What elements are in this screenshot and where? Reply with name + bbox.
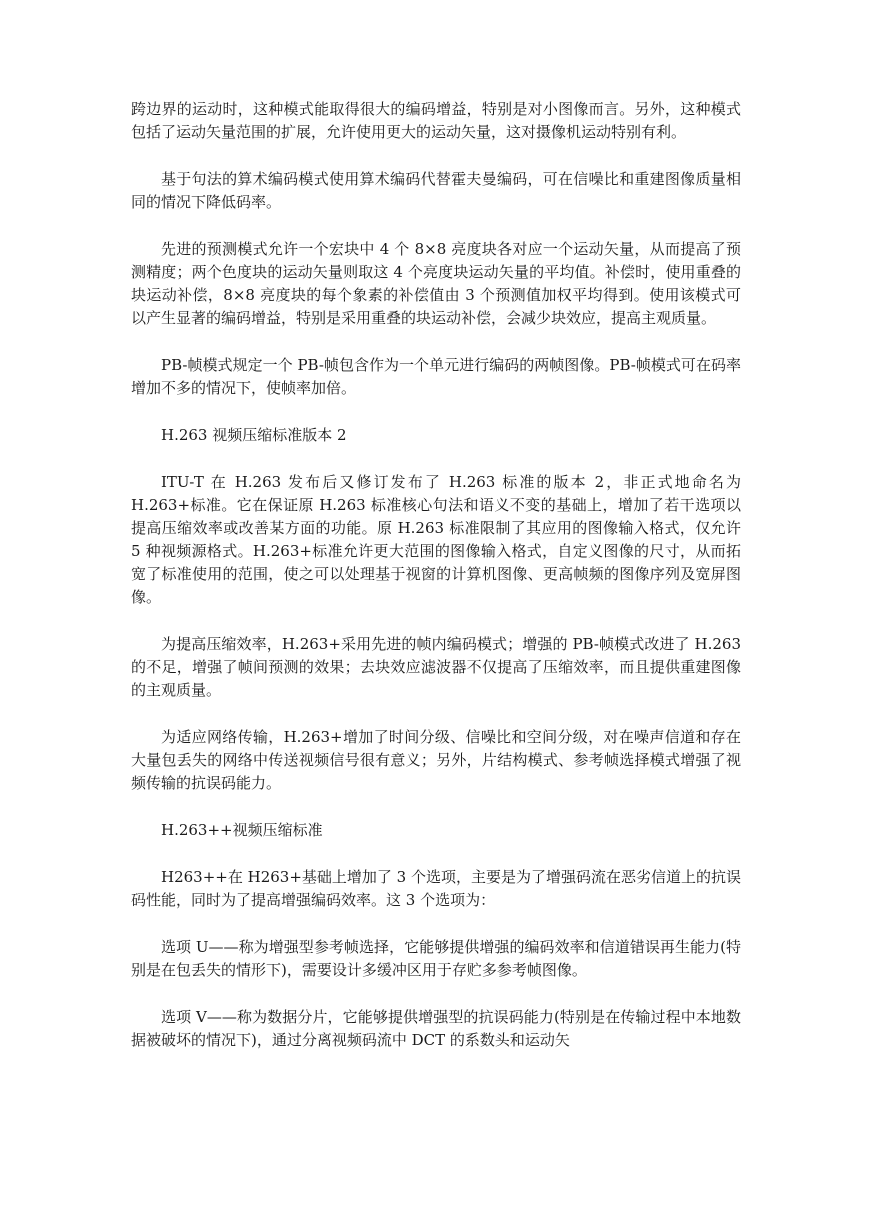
section-heading-h263-v2: H.263 视频压缩标准版本 2	[161, 426, 347, 444]
paragraph-compression-efficiency: 为提高压缩效率，H.263+采用先进的帧内编码模式；增强的 PB-帧模式改进了 H.263 的不足，增强了帧间预测的效果；去块效应滤波器不仅提高了压缩效率，而且提供重建图像的主观质量。	[131, 635, 741, 699]
paragraph-pb-frame: PB-帧模式规定一个 PB-帧包含作为一个单元进行编码的两帧图像。PB-帧模式可在码率增加不多的情况下，使帧率加倍。	[131, 356, 741, 397]
paragraph-h263-plusplus-intro: H263++在 H263+基础上增加了 3 个选项，主要是为了增强码流在恶劣信道上的抗误码性能，同时为了提高增强编码效率。这 3 个选项为：	[131, 868, 741, 909]
paragraph-syntax-arithmetic-coding: 基于句法的算术编码模式使用算术编码代替霍夫曼编码，可在信噪比和重建图像质量相同的情况下降低码率。	[131, 170, 741, 211]
paragraph-option-v: 选项 V——称为数据分片，它能够提供增强型的抗误码能力(特别是在传输过程中本地数据被破坏的情况下)，通过分离视频码流中 DCT 的系数头和运动矢	[131, 1008, 741, 1049]
paragraph-h263-plus-intro: ITU-T 在 H.263 发布后又修订发布了 H.263 标准的版本 2，非正式地命名为 H.263+标准。它在保证原 H.263 标准核心句法和语义不变的基础上，增加了若干选项以提高压缩效率或改善某方面的功能。原 H.263 标准限制了其应用的图像输入格式，仅允许 5 种视频源格式。H.263+标准允许更大范围的图像输入格式，自定义图像的尺寸，从而拓宽了标准使用的范围，使之可以处理基于视窗的计算机图像、更高帧频的图像序列及宽屏图像。	[131, 473, 741, 606]
paragraph-continuation: 跨边界的运动时，这种模式能取得很大的编码增益，特别是对小图像而言。另外，这种模式包括了运动矢量范围的扩展，允许使用更大的运动矢量，这对摄像机运动特别有利。	[131, 100, 741, 141]
paragraph-advanced-prediction: 先进的预测模式允许一个宏块中 4 个 8×8 亮度块各对应一个运动矢量，从而提高了预测精度；两个色度块的运动矢量则取这 4 个亮度块运动矢量的平均值。补偿时，使用重叠的块运动补偿，8×8 亮度块的每个象素的补偿值由 3 个预测值加权平均得到。使用该模式可以产生显著的编码增益，特别是采用重叠的块运动补偿，会减少块效应，提高主观质量。	[131, 240, 741, 327]
paragraph-network-transmission: 为适应网络传输，H.263+增加了时间分级、信噪比和空间分级，对在噪声信道和存在大量包丢失的网络中传送视频信号很有意义；另外，片结构模式、参考帧选择模式增强了视频传输的抗误码能力。	[131, 728, 741, 792]
paragraph-option-u: 选项 U——称为增强型参考帧选择，它能够提供增强的编码效率和信道错误再生能力(特别是在包丢失的情形下)，需要设计多缓冲区用于存贮多参考帧图像。	[131, 938, 741, 979]
section-heading-h263-plusplus: H.263++视频压缩标准	[161, 821, 323, 839]
document-page	[131, 98, 741, 1076]
